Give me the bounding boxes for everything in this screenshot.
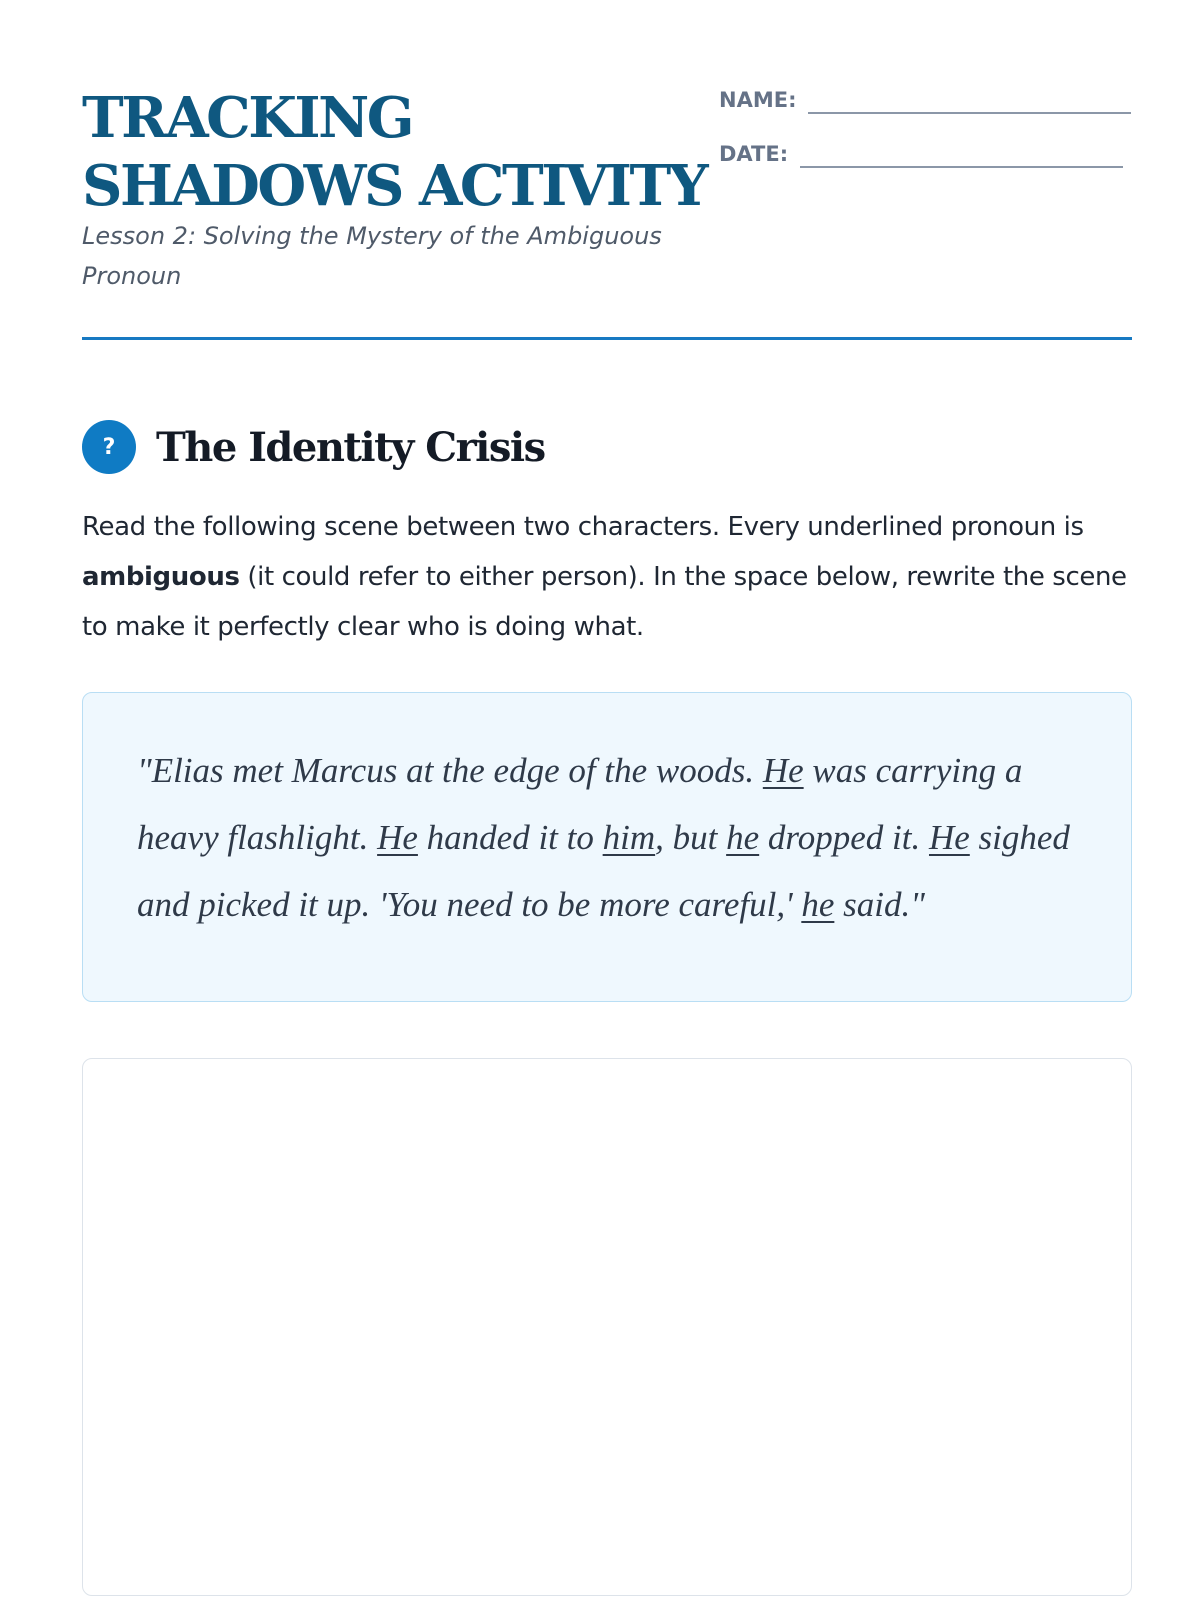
- ambiguous-pronoun: he: [726, 818, 760, 857]
- instructions-text-end: (it could refer to either person). In the space below, rewrite the scene to make it perfectly clear who is doing what.: [82, 562, 1127, 642]
- lesson-subtitle: Lesson 2: Solving the Mystery of the Ambiguous Pronoun: [82, 222, 662, 290]
- instructions: [82, 502, 1142, 652]
- scene-segment: dropped it.: [759, 818, 929, 857]
- name-label: NAME:: [719, 88, 797, 112]
- scene-segment: sighed and picked it up. 'You need to be more careful,': [137, 818, 1070, 924]
- ambiguous-pronoun: him: [602, 818, 656, 857]
- ambiguous-pronoun: He: [377, 818, 418, 857]
- ambiguous-pronoun: He: [928, 818, 970, 857]
- section-title: The Identity Crisis: [156, 423, 545, 471]
- question-icon: ?: [82, 420, 136, 474]
- scene-segment: handed it to: [417, 818, 603, 857]
- scene-text: [137, 737, 1091, 938]
- worksheet-header: [82, 0, 1132, 340]
- scene-segment: was carrying a heavy flashlight.: [137, 751, 1023, 857]
- name-field: [719, 86, 1131, 114]
- date-input-line[interactable]: [800, 146, 1123, 168]
- worksheet-title: TRACKING SHADOWS ACTIVITY: [82, 85, 707, 219]
- scene-segment: "Elias met Marcus at the edge of the woods.: [137, 751, 763, 790]
- ambiguous-pronoun: he: [801, 885, 835, 924]
- scene-segment: , but: [655, 818, 727, 857]
- name-input-line[interactable]: [808, 92, 1131, 114]
- date-label: DATE:: [719, 142, 789, 166]
- scene-box: [82, 692, 1132, 1002]
- date-field: [719, 140, 1123, 168]
- instructions-text-start: Read the following scene between two characters. Every underlined pronoun is: [82, 512, 1084, 542]
- section-heading: [82, 420, 545, 474]
- scene-segment: said.": [834, 885, 925, 924]
- ambiguous-pronoun: He: [762, 751, 804, 790]
- instructions-bold-term: ambiguous: [82, 562, 240, 592]
- worksheet-page: [82, 0, 1132, 924]
- rewrite-answer-box[interactable]: [82, 1058, 1132, 1596]
